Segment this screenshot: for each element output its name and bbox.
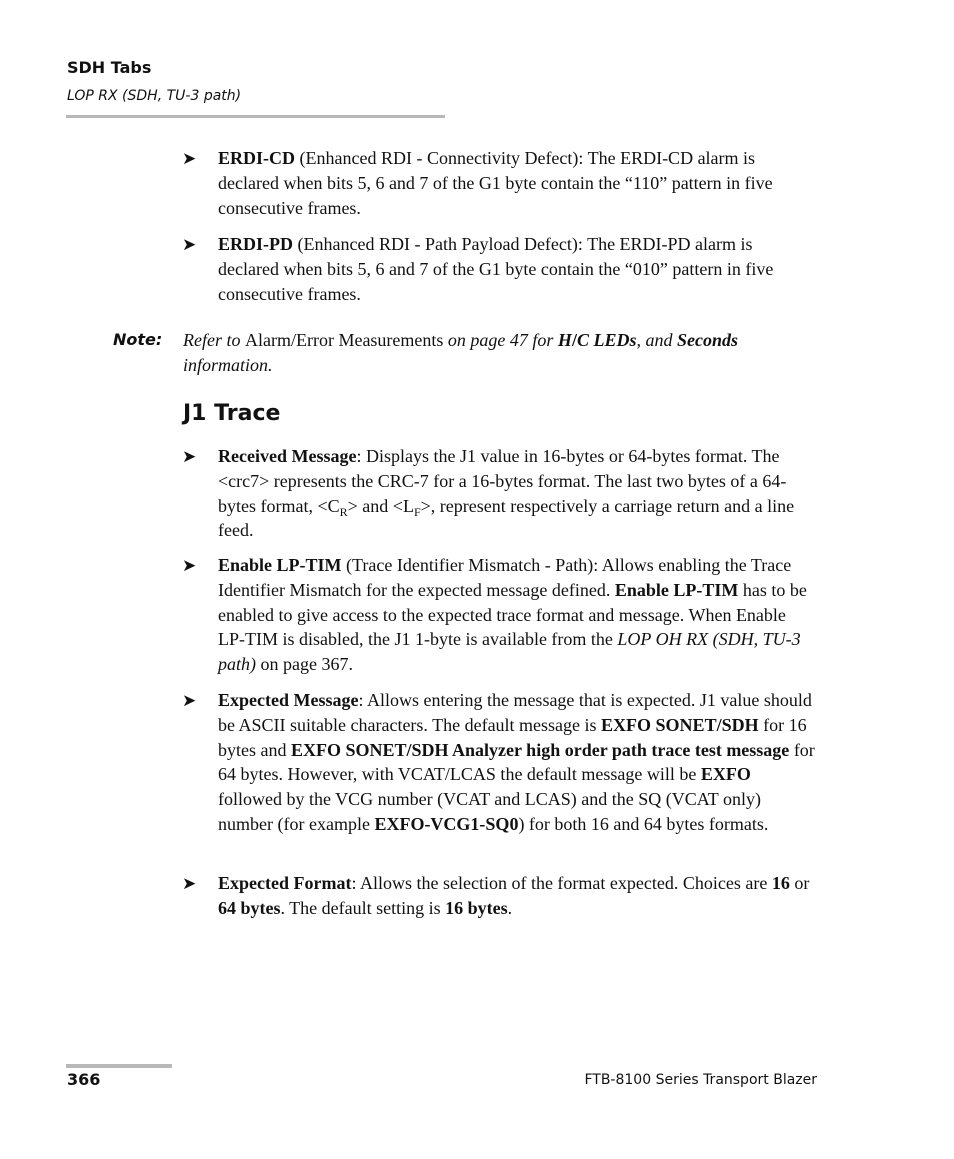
note-part: , and	[636, 330, 677, 350]
list-item-enable-lp-tim	[182, 553, 816, 677]
arrowhead-bullet-icon: ➤	[182, 691, 197, 711]
text-part: ) for both 16 and 64 bytes formats.	[518, 813, 769, 834]
note-bold-c-leds: C LEDs	[576, 330, 637, 350]
list-item-expected-message	[182, 688, 816, 837]
text-part: (Trace Identifier Mismatch - Path): Allows enabling the Trace Identifier Mismatch for the expected message defined.	[218, 555, 792, 600]
note-bold-h: H	[557, 330, 572, 350]
note-part: Refer to	[183, 330, 245, 350]
text-part: for 64 bytes. However, with VCAT/LCAS the default message will be	[218, 739, 815, 785]
text-part: . The default setting is	[280, 897, 446, 918]
text-part: >, represent respectively a carriage return and a line feed.	[218, 495, 795, 541]
note-slash: /	[571, 330, 577, 350]
desc-erdi-pd: (Enhanced RDI - Path Payload Defect): The ERDI-PD alarm is declared when bits 5, 6 and 7 of the G1 byte contain the “010” pattern in five consecutive frames.	[218, 234, 774, 304]
header-divider	[66, 115, 445, 118]
text-part: or	[789, 873, 810, 893]
bold-exfo-vcg1-sq0: EXFO-VCG1-SQ0	[374, 813, 519, 834]
list-item-erdi-cd	[182, 146, 816, 220]
arrowhead-bullet-icon: ➤	[182, 149, 197, 169]
term-erdi-pd: ERDI-PD	[218, 234, 293, 254]
text-part: : Allows entering the message that is expected. J1 value should be ASCII suitable characters. The default message is	[218, 690, 812, 735]
text-part: : Displays the J1 value in 16-bytes or 64-bytes format. The <crc7> represents the CRC-7 for a 16-bytes format. The last two bytes of a 64-bytes format, <C	[218, 446, 787, 516]
term-expected-message: Expected Message	[218, 690, 359, 710]
text-part: followed by the VCG number (VCAT and LCAS) and the SQ (VCAT only) number (for example	[218, 789, 761, 834]
running-header-chapter: SDH Tabs	[67, 58, 152, 77]
list-item-expected-format	[182, 871, 816, 921]
subscript-f: F	[413, 504, 421, 519]
list-item-erdi-pd	[182, 232, 816, 306]
term-erdi-cd: ERDI-CD	[218, 148, 296, 168]
bold-16-bytes: 16 bytes	[445, 897, 508, 918]
note-link-alarm-error-measurements[interactable]: Alarm/Error Measurements	[244, 330, 444, 350]
arrowhead-bullet-icon: ➤	[182, 874, 197, 894]
term-enable-lp-tim: Enable LP-TIM	[218, 555, 342, 575]
bold-default-64: EXFO SONET/SDH Analyzer high order path trace test message	[290, 739, 790, 760]
bold-16: 16	[771, 873, 790, 893]
note-label: Note:	[113, 330, 163, 349]
text-part: > and <L	[347, 495, 414, 516]
term-received-message: Received Message	[218, 446, 357, 466]
section-title-j1-trace: J1 Trace	[183, 401, 281, 426]
note-part: on page 47 for	[443, 330, 558, 350]
running-header-section: LOP RX (SDH, TU-3 path)	[67, 88, 242, 104]
bold-enable-lp-tim: Enable LP-TIM	[614, 579, 739, 600]
subscript-r: R	[339, 504, 348, 519]
text-part: has to be enabled to give access to the expected trace format and message. When Enable LP-TIM is disabled, the J1 1-byte is available from the	[218, 579, 807, 650]
document-title: FTB-8100 Series Transport Blazer	[584, 1072, 817, 1088]
note-bold-seconds: Seconds	[676, 330, 738, 350]
arrowhead-bullet-icon: ➤	[182, 447, 197, 467]
term-expected-format: Expected Format	[218, 873, 352, 893]
page-number: 366	[67, 1070, 101, 1089]
note-text	[183, 328, 823, 378]
text-part: .	[507, 897, 513, 918]
bold-64-bytes: 64 bytes	[218, 897, 281, 918]
text-part: : Allows the selection of the format expected. Choices are	[351, 873, 772, 893]
bold-exfo: EXFO	[700, 764, 751, 785]
arrowhead-bullet-icon: ➤	[182, 556, 197, 576]
desc-erdi-cd: (Enhanced RDI - Connectivity Defect): The ERDI-CD alarm is declared when bits 5, 6 and 7 of the G1 byte contain the “110” pattern in five consecutive frames.	[218, 148, 773, 218]
link-lop-oh-rx[interactable]: LOP OH RX (SDH, TU-3 path)	[218, 629, 801, 675]
text-part: for 16 bytes and	[218, 714, 807, 760]
note-part: information.	[183, 354, 273, 375]
list-item-received-message	[182, 444, 816, 543]
arrowhead-bullet-icon: ➤	[182, 235, 197, 255]
footer-divider	[66, 1064, 172, 1068]
text-part: on page 367.	[256, 654, 353, 675]
bold-default-16: EXFO SONET/SDH	[601, 714, 759, 735]
